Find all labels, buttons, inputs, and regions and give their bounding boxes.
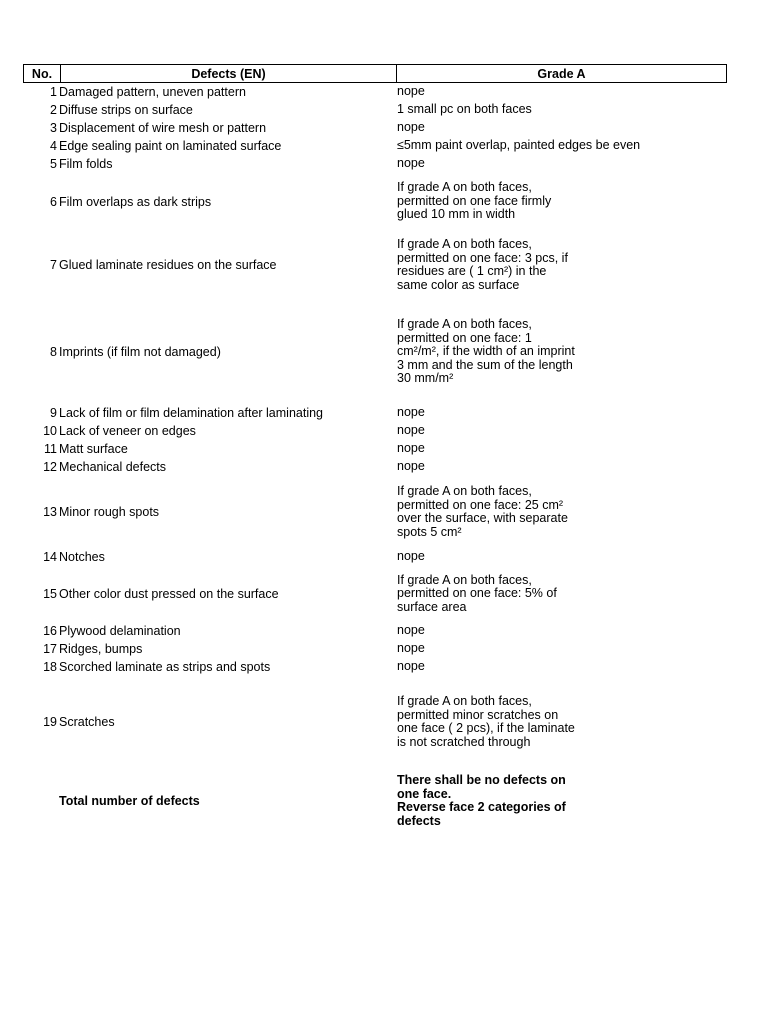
row-grade: nope bbox=[397, 549, 425, 564]
header-grade: Grade A bbox=[537, 66, 586, 81]
header-defects: Defects (EN) bbox=[61, 65, 397, 82]
total-grade bbox=[395, 774, 575, 828]
row-no: 5 bbox=[50, 157, 57, 171]
row-no: 1 bbox=[50, 85, 57, 99]
row-defect: Edge sealing paint on laminated surface bbox=[59, 139, 282, 153]
row-defect: Other color dust pressed on the surface bbox=[59, 587, 279, 601]
table-row bbox=[23, 658, 727, 676]
row-grade: nope bbox=[397, 423, 425, 438]
row-grade: nope bbox=[397, 84, 425, 99]
row-no: 14 bbox=[43, 550, 57, 564]
total-label: Total number of defects bbox=[59, 794, 200, 808]
row-defect: Glued laminate residues on the surface bbox=[59, 258, 277, 272]
row-defect: Film folds bbox=[59, 157, 113, 171]
row-no: 15 bbox=[43, 587, 57, 601]
row-defect: Damaged pattern, uneven pattern bbox=[59, 85, 246, 99]
row-grade: nope bbox=[397, 623, 425, 638]
row-defect: Scorched laminate as strips and spots bbox=[59, 660, 271, 674]
row-no: 16 bbox=[43, 624, 57, 638]
table-row bbox=[23, 119, 727, 137]
table-row bbox=[23, 622, 727, 640]
row-defect: Mechanical defects bbox=[59, 460, 167, 474]
row-grade: If grade A on both faces, permitted on one face: 5% of surface area bbox=[397, 572, 557, 614]
row-defect: Displacement of wire mesh or pattern bbox=[59, 121, 267, 135]
row-no: 8 bbox=[50, 345, 57, 359]
row-no: 12 bbox=[43, 460, 57, 474]
total-grade-line1: There shall be no defects on one face. bbox=[397, 773, 566, 801]
row-no: 13 bbox=[43, 505, 57, 519]
table-row bbox=[23, 676, 727, 768]
row-no: 19 bbox=[43, 715, 57, 729]
row-grade: 1 small pc on both faces bbox=[397, 102, 532, 117]
row-no: 4 bbox=[50, 139, 57, 153]
table-row bbox=[23, 476, 727, 548]
total-row bbox=[23, 768, 727, 834]
row-no: 9 bbox=[50, 406, 57, 420]
row-defect: Scratches bbox=[59, 715, 115, 729]
row-no: 18 bbox=[43, 660, 57, 674]
row-grade: If grade A on both faces, permitted minor scratches on one face ( 2 pcs), if the laminate is not scratched through bbox=[397, 694, 575, 749]
header-no: No. bbox=[24, 65, 61, 82]
row-grade: If grade A on both faces, permitted on one face: 3 pcs, if residues are ( 1 cm²) in the same color as surface bbox=[397, 237, 568, 292]
table-row bbox=[23, 300, 727, 404]
table-header bbox=[23, 64, 727, 83]
table-row bbox=[23, 137, 727, 155]
row-defect: Lack of veneer on edges bbox=[59, 424, 196, 438]
table-row bbox=[23, 458, 727, 476]
table-row bbox=[23, 440, 727, 458]
defects-table bbox=[23, 64, 727, 834]
row-no: 17 bbox=[43, 642, 57, 656]
row-defect: Notches bbox=[59, 550, 105, 564]
row-no: 11 bbox=[44, 442, 57, 456]
row-defect: Film overlaps as dark strips bbox=[59, 194, 212, 209]
row-no: 10 bbox=[43, 424, 57, 438]
row-defect: Minor rough spots bbox=[59, 505, 160, 519]
row-grade: If grade A on both faces, permitted on one face firmly glued 10 mm in width bbox=[397, 180, 552, 222]
row-grade: If grade A on both faces, permitted on one face: 1 cm²/m², if the width of an imprint 3 mm and the sum of the length 30 mm/m² bbox=[397, 317, 575, 386]
row-defect: Lack of film or film delamination after laminating bbox=[59, 406, 324, 420]
table-row bbox=[23, 173, 727, 230]
table-row bbox=[23, 640, 727, 658]
total-grade-line2: Reverse face 2 categories of defects bbox=[397, 800, 566, 828]
row-defect: Diffuse strips on surface bbox=[59, 103, 193, 117]
table-row bbox=[23, 101, 727, 119]
row-defect: Imprints (if film not damaged) bbox=[59, 345, 221, 359]
row-grade: If grade A on both faces, permitted on one face: 25 cm² over the surface, with separate spots 5 cm² bbox=[397, 484, 568, 539]
row-no: 2 bbox=[50, 103, 57, 117]
row-grade: nope bbox=[397, 405, 425, 420]
table-row bbox=[23, 422, 727, 440]
row-grade: nope bbox=[397, 120, 425, 135]
table-row bbox=[23, 155, 727, 173]
row-grade: ≤5mm paint overlap, painted edges be even bbox=[397, 138, 641, 153]
table-row bbox=[23, 230, 727, 300]
row-no: 3 bbox=[50, 121, 57, 135]
table-row bbox=[23, 404, 727, 422]
row-no: 7 bbox=[50, 258, 57, 272]
row-defect: Ridges, bumps bbox=[59, 642, 143, 656]
table-row bbox=[23, 83, 727, 101]
row-grade: nope bbox=[397, 156, 425, 171]
table-row bbox=[23, 548, 727, 566]
row-no: 6 bbox=[50, 194, 57, 209]
row-grade: nope bbox=[397, 641, 425, 656]
row-defect: Plywood delamination bbox=[59, 624, 181, 638]
row-grade: nope bbox=[397, 459, 425, 474]
table-row bbox=[23, 566, 727, 622]
row-defect: Matt surface bbox=[59, 442, 128, 456]
row-grade: nope bbox=[397, 441, 425, 456]
row-grade: nope bbox=[397, 659, 425, 674]
